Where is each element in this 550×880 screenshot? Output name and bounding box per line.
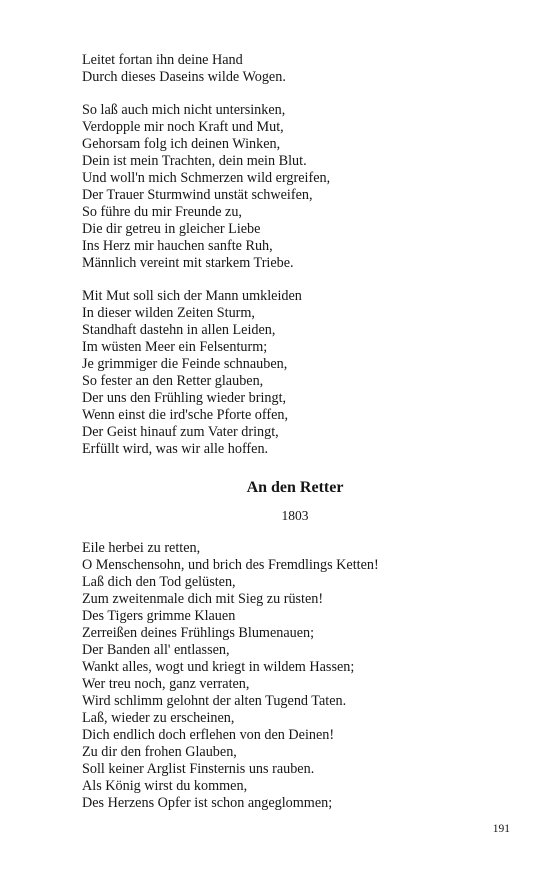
verse-line: So fester an den Retter glauben,	[82, 373, 264, 389]
verse-line: Ins Herz mir hauchen sanfte Ruh,	[82, 238, 273, 254]
verse-line: Im wüsten Meer ein Felsenturm;	[82, 339, 268, 355]
verse-line: Gehorsam folg ich deinen Winken,	[82, 136, 281, 152]
verse-line: So laß auch mich nicht untersinken,	[82, 102, 286, 118]
verse-line: Standhaft dastehn in allen Leiden,	[82, 322, 276, 338]
verse-line: Je grimmiger die Feinde schnauben,	[82, 356, 288, 372]
verse-line: Laß, wieder zu erscheinen,	[82, 710, 235, 726]
verse-line: Eile herbei zu retten,	[82, 540, 201, 556]
verse-line: Soll keiner Arglist Finsternis uns rauben.	[82, 761, 315, 777]
verse-line: In dieser wilden Zeiten Sturm,	[82, 305, 255, 321]
verse-line: Und woll'n mich Schmerzen wild ergreifen,	[82, 170, 331, 186]
verse-line: Zum zweitenmale dich mit Sieg zu rüsten!	[82, 591, 324, 607]
verse-line: Dein ist mein Trachten, dein mein Blut.	[82, 153, 307, 169]
poem-year: 1803	[281, 508, 309, 523]
verse-line: Der uns den Frühling wieder bringt,	[82, 390, 287, 406]
verse-line: Männlich vereint mit starkem Triebe.	[82, 255, 294, 271]
verse-line: Dich endlich doch erflehen von den Deinen!	[82, 727, 335, 743]
verse-line: Wankt alles, wogt und kriegt in wildem Hassen;	[82, 659, 355, 675]
verse-line: Erfüllt wird, was wir alle hoffen.	[82, 441, 269, 457]
verse-line: Verdopple mir noch Kraft und Mut,	[82, 119, 284, 135]
verse-line: So führe du mir Freunde zu,	[82, 204, 242, 220]
verse-line: Zu dir den frohen Glauben,	[82, 744, 237, 760]
verse-line: O Menschensohn, und brich des Fremdlings Ketten!	[82, 557, 379, 573]
verse-line: Des Herzens Opfer ist schon angeglommen;	[82, 795, 333, 811]
verse-line: Der Trauer Sturmwind unstät schweifen,	[82, 187, 313, 203]
verse-line: Des Tigers grimme Klauen	[82, 608, 236, 624]
page-number: 191	[492, 823, 510, 835]
verse-line: Der Geist hinauf zum Vater dringt,	[82, 424, 279, 440]
verse-line: Mit Mut soll sich der Mann umkleiden	[82, 288, 302, 304]
verse-line: Laß dich den Tod gelüsten,	[82, 574, 236, 590]
verse-line: Wer treu noch, ganz verraten,	[82, 676, 250, 692]
verse-line: Zerreißen deines Frühlings Blumenauen;	[82, 625, 315, 641]
verse-line: Die dir getreu in gleicher Liebe	[82, 221, 261, 237]
verse-line: Durch dieses Daseins wilde Wogen.	[82, 69, 286, 85]
verse-line: Als König wirst du kommen,	[82, 778, 248, 794]
verse-line: Wenn einst die ird'sche Pforte offen,	[82, 407, 289, 423]
poem-title: An den Retter	[246, 479, 344, 496]
verse-line: Der Banden all' entlassen,	[82, 642, 230, 658]
verse-line: Wird schlimm gelohnt der alten Tugend Taten.	[82, 693, 347, 709]
verse-line: Leitet fortan ihn deine Hand	[82, 52, 243, 68]
